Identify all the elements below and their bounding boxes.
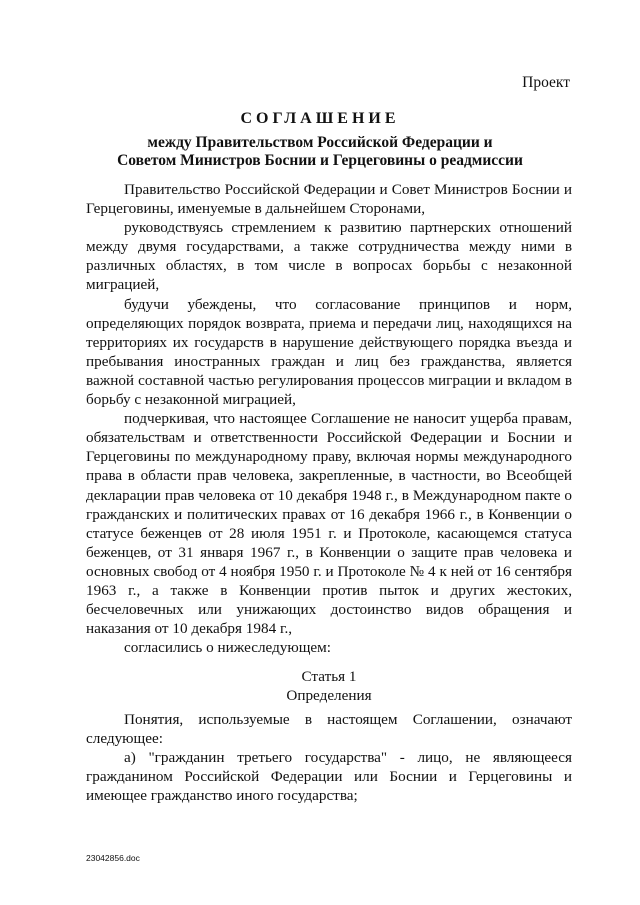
draft-label: Проект bbox=[522, 74, 570, 91]
spacer bbox=[86, 657, 572, 667]
preamble-paragraph-parties: Правительство Российской Федерации и Совет Министров Боснии и Герцеговины, именуемые в дальнейшем Сторонами, bbox=[86, 181, 572, 218]
preamble-paragraph-convinced: будучи убеждены, что согласование принципов и норм, определяющих порядок возврата, приема и передачи лиц, находящихся на территориях их государств в нарушение действующего порядка въезда и пребывания иностранных граждан и лиц без гражданства, является важной составной частью регулирования процессов миграции и вкладом в борьбу с незаконной миграцией, bbox=[86, 295, 572, 409]
document-body bbox=[86, 180, 572, 805]
article-item-a: а) "гражданин третьего государства" - лицо, не являющееся гражданином Российской Федерации или Боснии и Герцеговины и имеющее гражданство иного государства; bbox=[86, 748, 572, 804]
article-intro: Понятия, используемые в настоящем Соглашении, означают следующее: bbox=[86, 710, 572, 747]
preamble-paragraph-agreed: согласились о нижеследующем: bbox=[124, 639, 332, 657]
preamble-paragraph-guided: руководствуясь стремлением к развитию партнерских отношений между двумя государствами, а также сотрудничества между ними в различных областях, в том числе в вопросах борьбы с незаконной миграцией, bbox=[86, 219, 572, 294]
document-title: СОГЛАШЕНИЕ bbox=[240, 110, 400, 127]
subtitle-line-2: Советом Министров Боснии и Герцеговины о реадмиссии bbox=[117, 152, 523, 169]
document-subtitle bbox=[80, 134, 560, 170]
document-reference: 23042856.doc bbox=[86, 853, 140, 863]
subtitle-line-1: между Правительством Российской Федерации и bbox=[147, 134, 493, 151]
article-number: Статья 1 bbox=[301, 668, 357, 686]
preamble-paragraph-emphasizing: подчеркивая, что настоящее Соглашение не наносит ущерба правам, обязательствам и ответственности Российской Федерации и Боснии и Герцеговины по международному праву, включая нормы международного права в области прав человека, закрепленные, в частности, во Всеобщей декларации прав человека от 10 декабря 1948 г., в Международном пакте о гражданских и политических правах от 16 декабря 1966 г., в Конвенции о статусе беженцев от 28 июля 1951 г. и Протоколе, касающемся статуса беженцев, от 31 января 1967 г., в Конвенции о защите прав человека и основных свобод от 4 ноября 1950 г. и Протоколе № 4 к ней от 16 сентября 1963 г., а также в Конвенции против пыток и других жестоких, бесчеловечных или унижающих достоинство видов обращения и наказания от 10 декабря 1984 г., bbox=[86, 410, 572, 638]
article-heading: Определения bbox=[286, 687, 372, 705]
